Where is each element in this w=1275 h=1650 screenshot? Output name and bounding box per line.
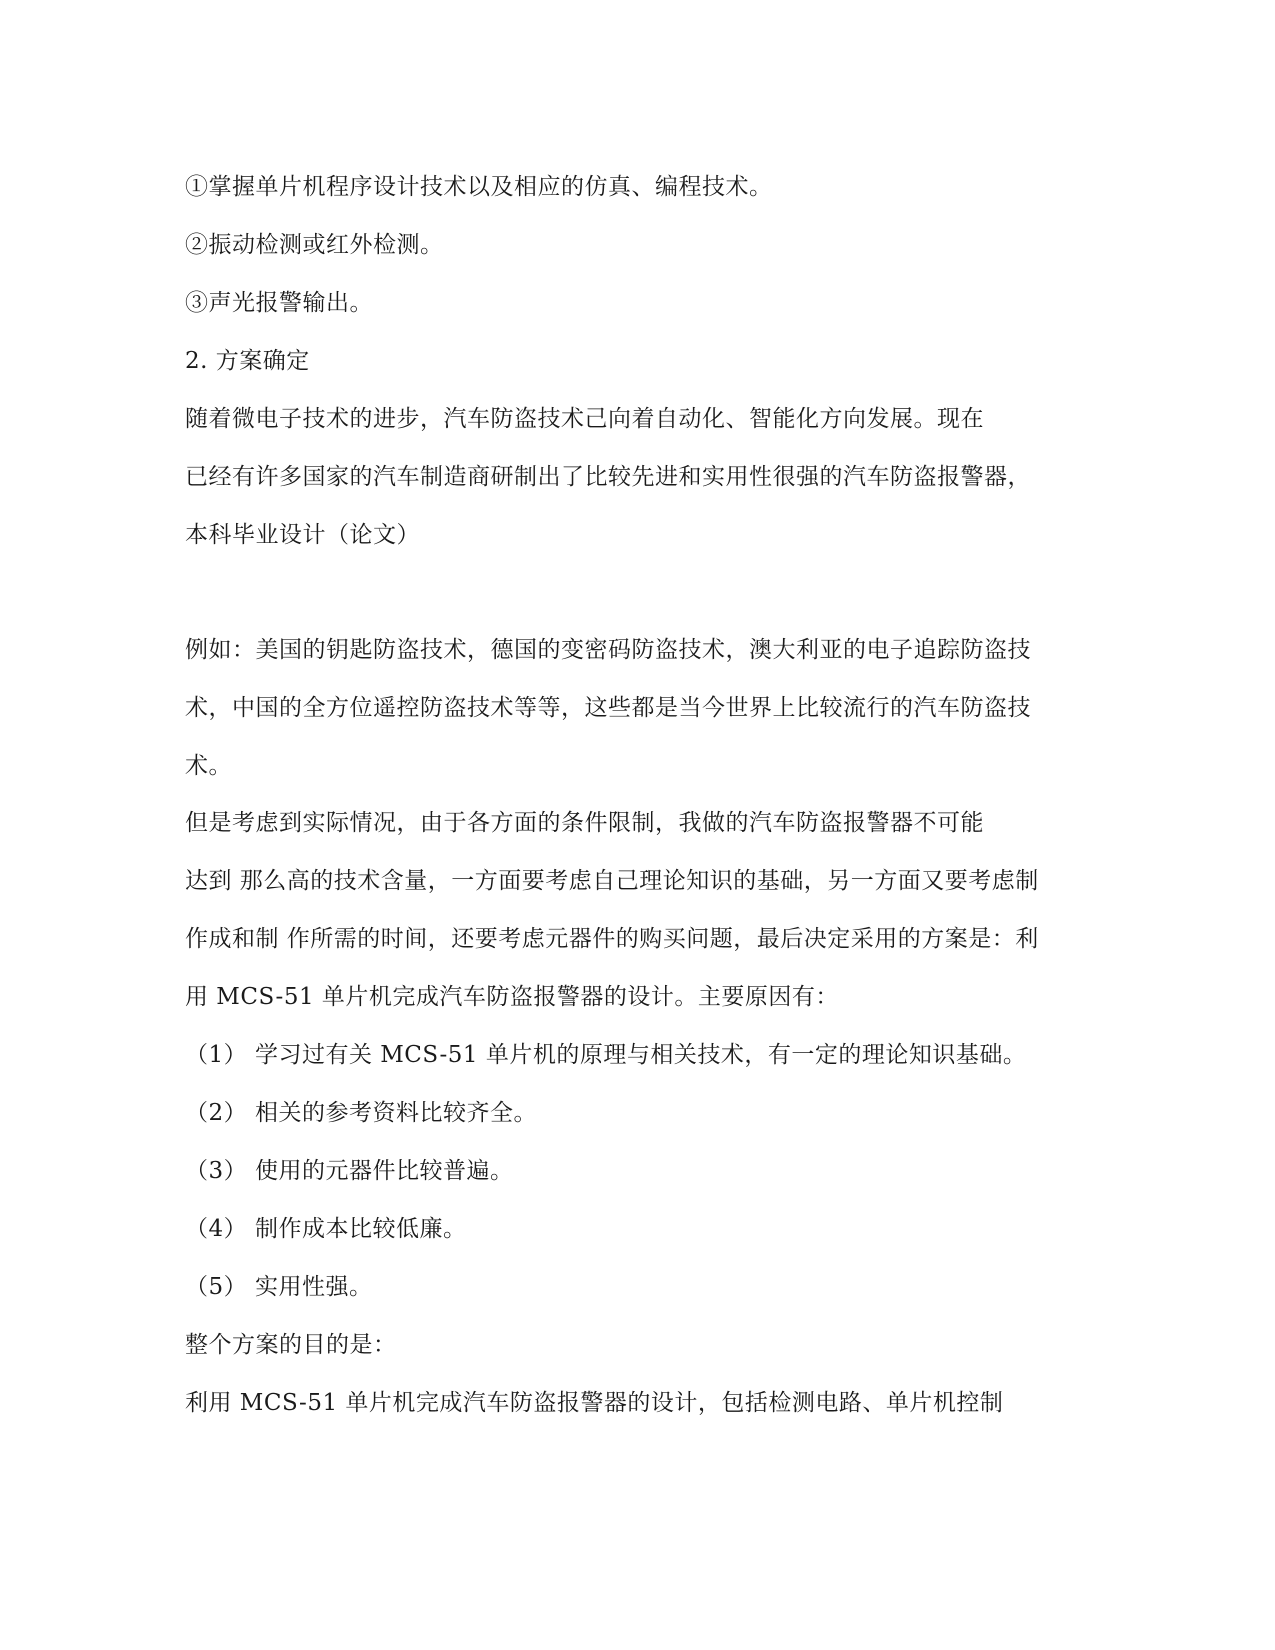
paragraph-line: 但是考虑到实际情况，由于各方面的条件限制，我做的汽车防盗报警器不可能 bbox=[185, 810, 984, 836]
reason-item-2: （2） 相关的参考资料比较齐全。 bbox=[185, 1100, 537, 1126]
objective-line-3: ③声光报警输出。 bbox=[185, 290, 373, 316]
page-header-text: 本科毕业设计（论文） bbox=[185, 522, 420, 548]
paragraph-line: 例如：美国的钥匙防盗技术，德国的变密码防盗技术，澳大利亚的电子追踪防盗技 bbox=[185, 637, 1031, 663]
reason-item-4: （4） 制作成本比较低廉。 bbox=[185, 1216, 467, 1242]
reason-item-5: （5） 实用性强。 bbox=[185, 1274, 373, 1300]
paragraph-line: 术，中国的全方位遥控防盗技术等等，这些都是当今世界上比较流行的汽车防盗技 bbox=[185, 695, 1031, 721]
paragraph-line: 整个方案的目的是： bbox=[185, 1332, 397, 1358]
section-heading: 2. 方案确定 bbox=[185, 348, 310, 374]
reason-item-1: （1） 学习过有关 MCS-51 单片机的原理与相关技术，有一定的理论知识基础。 bbox=[185, 1042, 1027, 1068]
paragraph-line: 随着微电子技术的进步，汽车防盗技术己向着自动化、智能化方向发展。现在 bbox=[185, 406, 984, 432]
paragraph-line: 用 MCS-51 单片机完成汽车防盗报警器的设计。主要原因有： bbox=[185, 984, 839, 1010]
paragraph-line: 作成和制 作所需的时间，还要考虑元器件的购买问题，最后决定采用的方案是：利 bbox=[185, 926, 1039, 952]
paragraph-line: 已经有许多国家的汽车制造商研制出了比较先进和实用性很强的汽车防盗报警器， bbox=[185, 464, 1031, 490]
reason-item-3: （3） 使用的元器件比较普遍。 bbox=[185, 1158, 514, 1184]
objective-line-1: ①掌握单片机程序设计技术以及相应的仿真、编程技术。 bbox=[185, 174, 773, 200]
objective-line-2: ②振动检测或红外检测。 bbox=[185, 232, 444, 258]
paragraph-line: 达到 那么高的技术含量，一方面要考虑自己理论知识的基础，另一方面又要考虑制 bbox=[185, 868, 1039, 894]
paragraph-line: 术。 bbox=[185, 753, 232, 779]
paragraph-line: 利用 MCS-51 单片机完成汽车防盗报警器的设计，包括检测电路、单片机控制 bbox=[185, 1390, 1004, 1416]
